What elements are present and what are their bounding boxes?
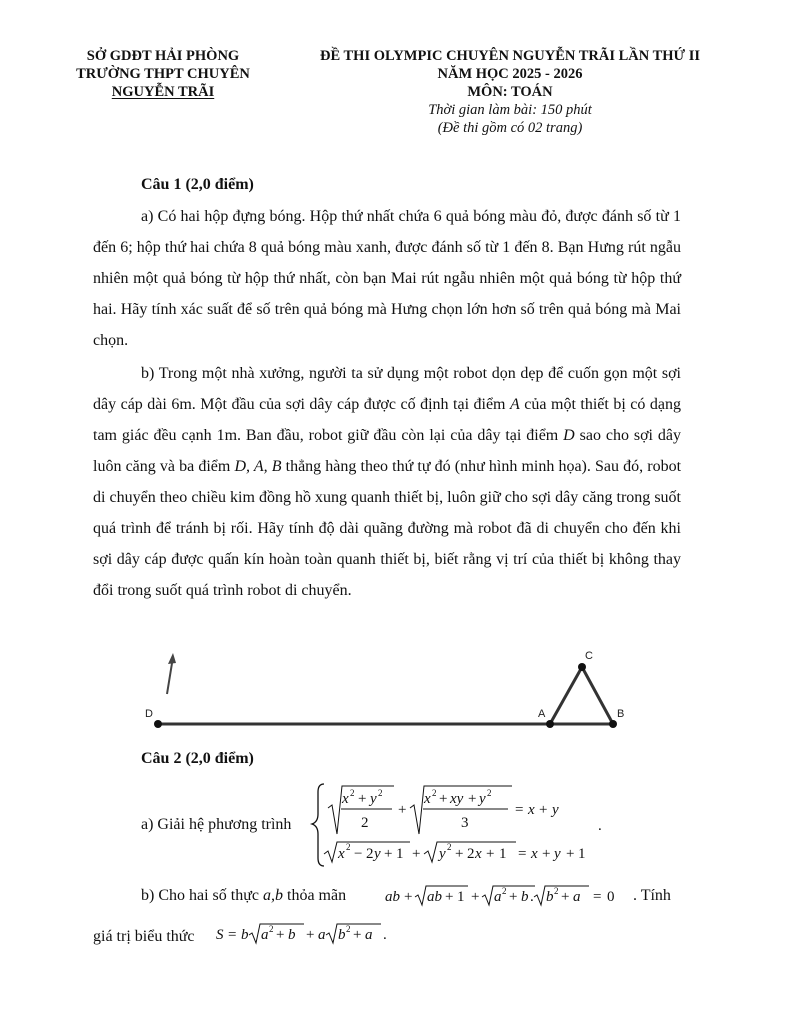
svg-text:+: + [276,927,285,943]
svg-text:2: 2 [350,788,355,798]
svg-text:y: y [552,802,559,818]
svg-text:a: a [318,927,326,943]
svg-text:=: = [228,927,237,943]
question-2-title: Câu 2 (2,0 điểm) [141,750,254,767]
svg-text:ab: ab [385,889,400,905]
point-d [154,720,162,728]
question-1b-text [93,358,681,606]
exam-duration: Thời gian làm bài: 150 phút [428,102,592,118]
triangle-side-cb [582,667,613,724]
svg-text:+: + [542,846,551,862]
svg-text:+: + [445,889,454,905]
svg-text:+: + [509,889,518,905]
svg-text:+: + [561,889,570,905]
svg-text:+: + [384,846,393,862]
svg-text:a: a [261,927,269,943]
svg-text:2: 2 [467,846,475,862]
expression-s [214,918,404,950]
svg-text:1: 1 [457,889,465,905]
svg-text:.: . [598,818,602,834]
svg-text:.: . [383,927,387,943]
point-c [578,663,586,671]
svg-text:2: 2 [502,886,507,896]
label-d: D [145,708,153,720]
svg-text:b: b [288,927,296,943]
page-count: (Đề thi gồm có 02 trang) [437,120,583,136]
svg-text:x: x [338,846,345,862]
svg-text:+: + [439,791,448,807]
svg-text:+: + [539,802,548,818]
svg-text:2: 2 [366,846,374,862]
svg-text:x: x [531,846,538,862]
exam-title: ĐỀ THI OLYMPIC CHUYÊN NGUYỄN TRÃI LẦN THỨ II [319,48,701,64]
q2b-text4: giá trị biểu thức [93,928,195,945]
svg-text:x: x [528,802,535,818]
robot-direction-arrow-head [168,653,176,664]
svg-text:−: − [354,846,363,862]
svg-text:+: + [471,889,480,905]
point-d-label: D [563,427,575,444]
school-year: NĂM HỌC 2025 - 2026 [437,66,583,82]
condition-equation [383,880,645,912]
cable-robot-figure [140,645,640,735]
school-name-line1: TRƯỜNG THPT CHUYÊN [76,66,250,82]
svg-text:2: 2 [432,788,437,798]
svg-text:2: 2 [361,815,369,831]
q2b-text3: . Tính [633,887,671,904]
svg-text:x: x [342,791,349,807]
svg-text:y: y [554,846,561,862]
svg-text:=: = [593,889,602,905]
svg-text:+: + [306,927,315,943]
svg-text:1: 1 [396,846,404,862]
q1b-part2: của một thiết bị có dạng tam giác đều cạnh 1m. Ban đầu, robot giữ đầu còn lại của dây tại điểm [93,396,681,444]
svg-text:=: = [515,802,524,818]
label-b: B [617,708,625,720]
svg-text:2: 2 [487,788,492,798]
svg-text:a: a [573,889,581,905]
svg-text:b: b [338,927,346,943]
school-name-line2: NGUYỄN TRÃI [111,84,215,100]
svg-text:+: + [486,846,495,862]
q1b-part1: b) Trong một nhà xưởng, người ta sử dụng một robot dọn dẹp để cuốn gọn một sợi dây cáp dài 6m. Một đầu của sợi dây cáp được cố định tại điểm [93,365,681,413]
point-a-label: A [510,396,520,413]
svg-text:y: y [439,846,446,862]
svg-text:b: b [241,927,249,943]
q2b-vars: a,b [263,887,283,904]
svg-text:y: y [374,846,381,862]
q2b-text1: b) Cho hai số thực [141,887,263,904]
question-1a-text: a) Có hai hộp đựng bóng. Hộp thứ nhất chứa 6 quả bóng màu đỏ, được đánh số từ 1 đến 6; hộp thứ hai chứa 8 quả bóng màu xanh, được đánh số từ 1 đến 8. Bạn Hưng rút ngẫu nhiên một quả bóng từ hộp thứ nhất, còn bạn Mai rút ngẫu nhiên một quả bóng từ hộp thứ hai. Hãy tính xác suất để số trên quả bóng mà Hưng chọn lớn hơn số trên quả bóng mà Mai chọn. [93,208,681,349]
svg-text:2: 2 [346,842,351,852]
svg-text:1: 1 [499,846,507,862]
svg-text:1: 1 [578,846,586,862]
svg-text:b: b [521,889,529,905]
svg-text:=: = [518,846,527,862]
svg-text:+: + [358,791,367,807]
points-dab-label: D, A, B [234,458,282,475]
svg-text:2: 2 [378,788,383,798]
point-b [609,720,617,728]
svg-text:b: b [546,889,554,905]
svg-text:2: 2 [346,924,351,934]
q1b-part3: sao cho sợi dây luôn căng và ba điểm [93,427,681,475]
question-1-title: Câu 1 (2,0 điểm) [141,176,254,193]
exam-header [285,47,735,137]
svg-text:+: + [412,846,421,862]
label-a: A [538,708,546,720]
svg-text:+: + [566,846,575,862]
point-a [546,720,554,728]
svg-text:ab: ab [427,889,442,905]
svg-text:+: + [353,927,362,943]
q1b-part4: thẳng hàng theo thứ tự đó (như hình minh họa). Sau đó, robot di chuyển theo chiều kim đồng hồ xung quanh thiết bị, luôn giữ cho sợi dây căng trong suốt quá trình để tránh bị rối. Hãy tính độ dài quãng đường mà robot đã di chuyển cho đến khi sợi dây cáp được quấn kín hoàn toàn quanh thiết bị, biết rằng vị trí của thiết bị không thay đổi trong suốt quá trình robot di chuyển. [93,458,682,599]
svg-text:y: y [370,791,377,807]
svg-text:+: + [455,846,464,862]
svg-text:+: + [404,889,413,905]
svg-text:+: + [398,802,407,818]
label-c: C [585,650,593,662]
svg-text:y: y [479,791,486,807]
svg-text:2: 2 [269,924,274,934]
svg-text:x: x [424,791,431,807]
question-2a-text: a) Giải hệ phương trình [141,816,292,833]
triangle-side-ac [550,667,582,724]
svg-text:x: x [475,846,482,862]
svg-text:2: 2 [447,842,452,852]
svg-text:a: a [365,927,373,943]
svg-text:xy: xy [450,791,464,807]
q2b-text2: thỏa mãn [283,887,347,904]
equation-system [308,778,618,870]
svg-text:+: + [468,791,477,807]
svg-text:S: S [216,927,224,943]
svg-text:.: . [530,889,534,905]
svg-text:3: 3 [461,815,469,831]
department-name: SỞ GDĐT HẢI PHÒNG [86,48,240,64]
svg-text:0: 0 [607,889,615,905]
subject: MÔN: TOÁN [467,84,553,100]
svg-text:a: a [494,889,502,905]
school-header [52,47,274,101]
svg-text:2: 2 [554,886,559,896]
